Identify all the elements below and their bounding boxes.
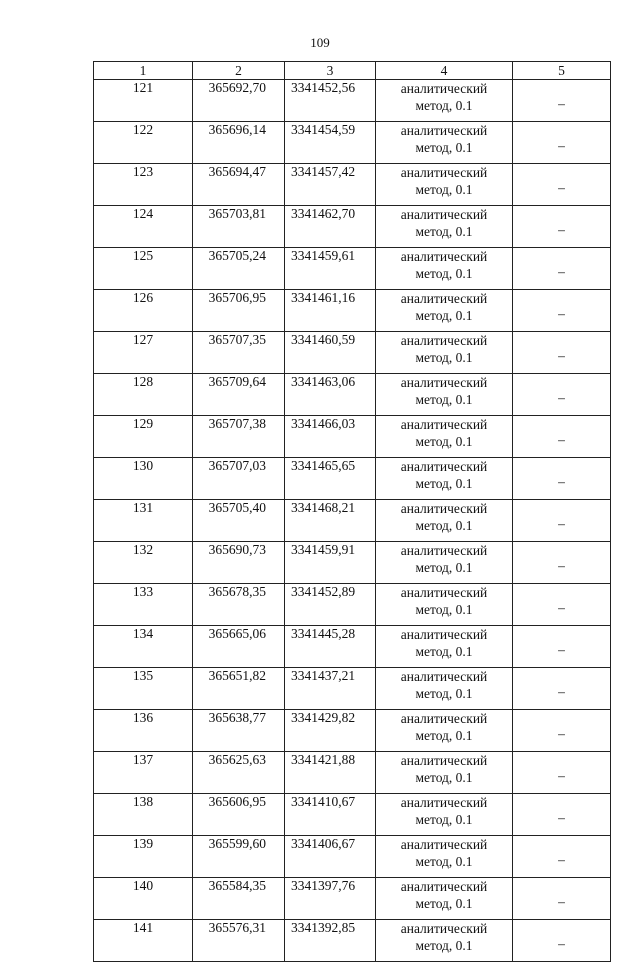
method-cell <box>376 248 513 290</box>
header-cell-5: 5 <box>513 62 611 80</box>
method-line-2: метод, 0.1 <box>415 182 473 197</box>
point-number-cell: 132 <box>94 542 193 584</box>
method-line-1: аналитический <box>400 795 488 810</box>
x-coordinate-cell: 365625,63 <box>193 752 285 794</box>
description-cell: – <box>513 584 611 626</box>
table-row <box>94 458 611 500</box>
x-coordinate-cell: 365705,40 <box>193 500 285 542</box>
point-number-cell: 137 <box>94 752 193 794</box>
y-coordinate-cell: 3341466,03 <box>285 416 376 458</box>
method-line-1: аналитический <box>400 753 488 768</box>
y-coordinate-cell: 3341459,91 <box>285 542 376 584</box>
point-number-cell: 139 <box>94 836 193 878</box>
table-row <box>94 752 611 794</box>
description-cell: – <box>513 836 611 878</box>
table-row <box>94 122 611 164</box>
table-row <box>94 878 611 920</box>
method-line-1: аналитический <box>400 249 488 264</box>
method-cell <box>376 206 513 248</box>
method-line-1: аналитический <box>400 291 488 306</box>
y-coordinate-cell: 3341437,21 <box>285 668 376 710</box>
x-coordinate-cell: 365651,82 <box>193 668 285 710</box>
description-cell: – <box>513 80 611 122</box>
table-row <box>94 542 611 584</box>
method-line-1: аналитический <box>400 627 488 642</box>
point-number-cell: 128 <box>94 374 193 416</box>
method-line-2: метод, 0.1 <box>415 770 473 785</box>
y-coordinate-cell: 3341462,70 <box>285 206 376 248</box>
x-coordinate-cell: 365694,47 <box>193 164 285 206</box>
method-line-1: аналитический <box>400 417 488 432</box>
table-body <box>94 80 611 962</box>
method-line-1: аналитический <box>400 165 488 180</box>
method-line-2: метод, 0.1 <box>415 686 473 701</box>
y-coordinate-cell: 3341421,88 <box>285 752 376 794</box>
x-coordinate-cell: 365690,73 <box>193 542 285 584</box>
x-coordinate-cell: 365665,06 <box>193 626 285 668</box>
method-cell <box>376 878 513 920</box>
y-coordinate-cell: 3341397,76 <box>285 878 376 920</box>
method-line-1: аналитический <box>400 543 488 558</box>
method-line-2: метод, 0.1 <box>415 266 473 281</box>
x-coordinate-cell: 365599,60 <box>193 836 285 878</box>
method-line-1: аналитический <box>400 501 488 516</box>
description-cell: – <box>513 374 611 416</box>
method-cell <box>376 710 513 752</box>
method-line-2: метод, 0.1 <box>415 854 473 869</box>
method-line-1: аналитический <box>400 123 488 138</box>
method-line-2: метод, 0.1 <box>415 98 473 113</box>
method-line-2: метод, 0.1 <box>415 392 473 407</box>
x-coordinate-cell: 365692,70 <box>193 80 285 122</box>
table-row <box>94 668 611 710</box>
header-cell-1: 1 <box>94 62 193 80</box>
table-row <box>94 332 611 374</box>
coordinates-table <box>93 61 611 962</box>
header-cell-4: 4 <box>376 62 513 80</box>
table-row <box>94 920 611 962</box>
method-line-2: метод, 0.1 <box>415 434 473 449</box>
x-coordinate-cell: 365703,81 <box>193 206 285 248</box>
table-row <box>94 584 611 626</box>
method-cell <box>376 164 513 206</box>
description-cell: – <box>513 710 611 752</box>
description-cell: – <box>513 122 611 164</box>
table-header-row <box>94 62 611 80</box>
method-line-2: метод, 0.1 <box>415 602 473 617</box>
description-cell: – <box>513 794 611 836</box>
point-number-cell: 122 <box>94 122 193 164</box>
method-line-2: метод, 0.1 <box>415 476 473 491</box>
method-cell <box>376 290 513 332</box>
method-line-2: метод, 0.1 <box>415 938 473 953</box>
description-cell: – <box>513 752 611 794</box>
method-cell <box>376 752 513 794</box>
y-coordinate-cell: 3341429,82 <box>285 710 376 752</box>
description-cell: – <box>513 626 611 668</box>
y-coordinate-cell: 3341452,89 <box>285 584 376 626</box>
method-cell <box>376 668 513 710</box>
method-line-1: аналитический <box>400 711 488 726</box>
y-coordinate-cell: 3341452,56 <box>285 80 376 122</box>
table-row <box>94 206 611 248</box>
point-number-cell: 121 <box>94 80 193 122</box>
description-cell: – <box>513 206 611 248</box>
method-line-2: метод, 0.1 <box>415 812 473 827</box>
method-cell <box>376 626 513 668</box>
method-cell <box>376 458 513 500</box>
method-cell <box>376 416 513 458</box>
y-coordinate-cell: 3341410,67 <box>285 794 376 836</box>
method-line-2: метод, 0.1 <box>415 140 473 155</box>
method-line-2: метод, 0.1 <box>415 224 473 239</box>
method-cell <box>376 584 513 626</box>
x-coordinate-cell: 365678,35 <box>193 584 285 626</box>
point-number-cell: 127 <box>94 332 193 374</box>
y-coordinate-cell: 3341457,42 <box>285 164 376 206</box>
point-number-cell: 131 <box>94 500 193 542</box>
table-row <box>94 248 611 290</box>
table-row <box>94 290 611 332</box>
method-line-1: аналитический <box>400 375 488 390</box>
method-cell <box>376 122 513 164</box>
description-cell: – <box>513 878 611 920</box>
point-number-cell: 126 <box>94 290 193 332</box>
method-cell <box>376 500 513 542</box>
x-coordinate-cell: 365706,95 <box>193 290 285 332</box>
description-cell: – <box>513 164 611 206</box>
table-row <box>94 500 611 542</box>
method-line-1: аналитический <box>400 459 488 474</box>
y-coordinate-cell: 3341392,85 <box>285 920 376 962</box>
table-row <box>94 416 611 458</box>
method-line-1: аналитический <box>400 879 488 894</box>
y-coordinate-cell: 3341406,67 <box>285 836 376 878</box>
table-row <box>94 374 611 416</box>
point-number-cell: 138 <box>94 794 193 836</box>
method-line-2: метод, 0.1 <box>415 728 473 743</box>
method-cell <box>376 374 513 416</box>
method-cell <box>376 332 513 374</box>
y-coordinate-cell: 3341465,65 <box>285 458 376 500</box>
table-row <box>94 626 611 668</box>
table-row <box>94 164 611 206</box>
method-cell <box>376 80 513 122</box>
method-line-1: аналитический <box>400 81 488 96</box>
method-line-1: аналитический <box>400 333 488 348</box>
point-number-cell: 135 <box>94 668 193 710</box>
description-cell: – <box>513 332 611 374</box>
method-line-1: аналитический <box>400 207 488 222</box>
y-coordinate-cell: 3341454,59 <box>285 122 376 164</box>
header-cell-2: 2 <box>193 62 285 80</box>
x-coordinate-cell: 365638,77 <box>193 710 285 752</box>
x-coordinate-cell: 365707,38 <box>193 416 285 458</box>
description-cell: – <box>513 668 611 710</box>
method-line-2: метод, 0.1 <box>415 518 473 533</box>
method-line-2: метод, 0.1 <box>415 896 473 911</box>
point-number-cell: 134 <box>94 626 193 668</box>
x-coordinate-cell: 365707,03 <box>193 458 285 500</box>
method-line-2: метод, 0.1 <box>415 644 473 659</box>
method-cell <box>376 542 513 584</box>
point-number-cell: 123 <box>94 164 193 206</box>
description-cell: – <box>513 542 611 584</box>
point-number-cell: 124 <box>94 206 193 248</box>
description-cell: – <box>513 416 611 458</box>
point-number-cell: 140 <box>94 878 193 920</box>
x-coordinate-cell: 365576,31 <box>193 920 285 962</box>
y-coordinate-cell: 3341460,59 <box>285 332 376 374</box>
method-line-2: метод, 0.1 <box>415 560 473 575</box>
x-coordinate-cell: 365696,14 <box>193 122 285 164</box>
y-coordinate-cell: 3341463,06 <box>285 374 376 416</box>
method-line-2: метод, 0.1 <box>415 308 473 323</box>
point-number-cell: 133 <box>94 584 193 626</box>
y-coordinate-cell: 3341445,28 <box>285 626 376 668</box>
x-coordinate-cell: 365707,35 <box>193 332 285 374</box>
table-row <box>94 794 611 836</box>
method-line-1: аналитический <box>400 921 488 936</box>
table-row <box>94 710 611 752</box>
method-cell <box>376 794 513 836</box>
x-coordinate-cell: 365584,35 <box>193 878 285 920</box>
method-cell <box>376 920 513 962</box>
y-coordinate-cell: 3341468,21 <box>285 500 376 542</box>
method-line-1: аналитический <box>400 585 488 600</box>
x-coordinate-cell: 365705,24 <box>193 248 285 290</box>
point-number-cell: 136 <box>94 710 193 752</box>
y-coordinate-cell: 3341459,61 <box>285 248 376 290</box>
method-line-2: метод, 0.1 <box>415 350 473 365</box>
header-cell-3: 3 <box>285 62 376 80</box>
x-coordinate-cell: 365606,95 <box>193 794 285 836</box>
description-cell: – <box>513 500 611 542</box>
point-number-cell: 125 <box>94 248 193 290</box>
method-line-1: аналитический <box>400 669 488 684</box>
description-cell: – <box>513 920 611 962</box>
table-row <box>94 836 611 878</box>
method-cell <box>376 836 513 878</box>
description-cell: – <box>513 248 611 290</box>
description-cell: – <box>513 290 611 332</box>
y-coordinate-cell: 3341461,16 <box>285 290 376 332</box>
method-line-1: аналитический <box>400 837 488 852</box>
table-row <box>94 80 611 122</box>
page-number: 109 <box>310 35 330 50</box>
point-number-cell: 130 <box>94 458 193 500</box>
x-coordinate-cell: 365709,64 <box>193 374 285 416</box>
description-cell: – <box>513 458 611 500</box>
point-number-cell: 141 <box>94 920 193 962</box>
point-number-cell: 129 <box>94 416 193 458</box>
